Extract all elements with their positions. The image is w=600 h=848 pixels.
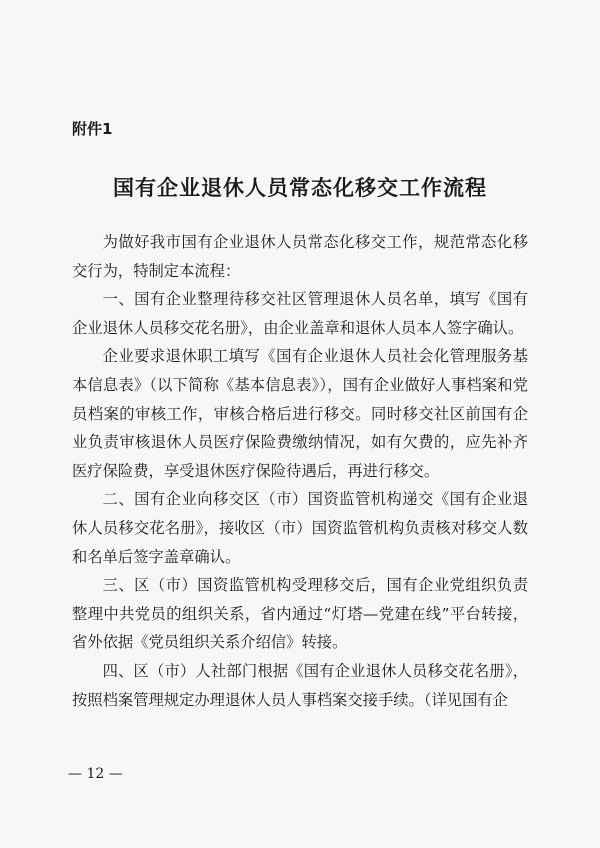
attachment-label: 附件1 — [72, 120, 113, 138]
document-body — [72, 228, 528, 714]
paragraph-step-4: 四、区（市）人社部门根据《国有企业退休人员移交花名册》，按照档案管理规定办理退休人员人事档案交接手续。（详见国有企 — [72, 661, 528, 709]
page-number: — 12 — — [68, 766, 123, 782]
paragraph-step-3: 三、区（市）国资监管机构受理移交后，国有企业党组织负责整理中共党员的组织关系，省内通过“灯塔—党建在线”平台转接，省外依据《党员组织关系介绍信》转接。 — [72, 576, 528, 652]
paragraph-step-1-detail: 企业要求退休职工填写《国有企业退休人员社会化管理服务基本信息表》（以下简称《基本信息表》），国有企业做好人事档案和党员档案的审核工作，审核合格后进行移交。同时移交社区前国有企业负责审核退休人员医疗保险费缴纳情况，如有欠费的，应先补齐医疗保险费，享受退休医疗保险待遇后，再进行移交。 — [72, 347, 528, 480]
paragraph-step-1: 一、国有企业整理待移交社区管理退休人员名单，填写《国有企业退休人员移交花名册》，由企业盖章和退休人员本人签字确认。 — [72, 290, 528, 337]
paragraph-step-2: 二、国有企业向移交区（市）国资监管机构递交《国有企业退休人员移交花名册》，接收区（市）国资监管机构负责核对移交人数和名单后签字盖章确认。 — [72, 490, 528, 566]
paragraph-intro: 为做好我市国有企业退休人员常态化移交工作，规范常态化移交行为，特制定本流程： — [72, 233, 528, 280]
document-title: 国有企业退休人员常态化移交工作流程 — [113, 175, 487, 200]
